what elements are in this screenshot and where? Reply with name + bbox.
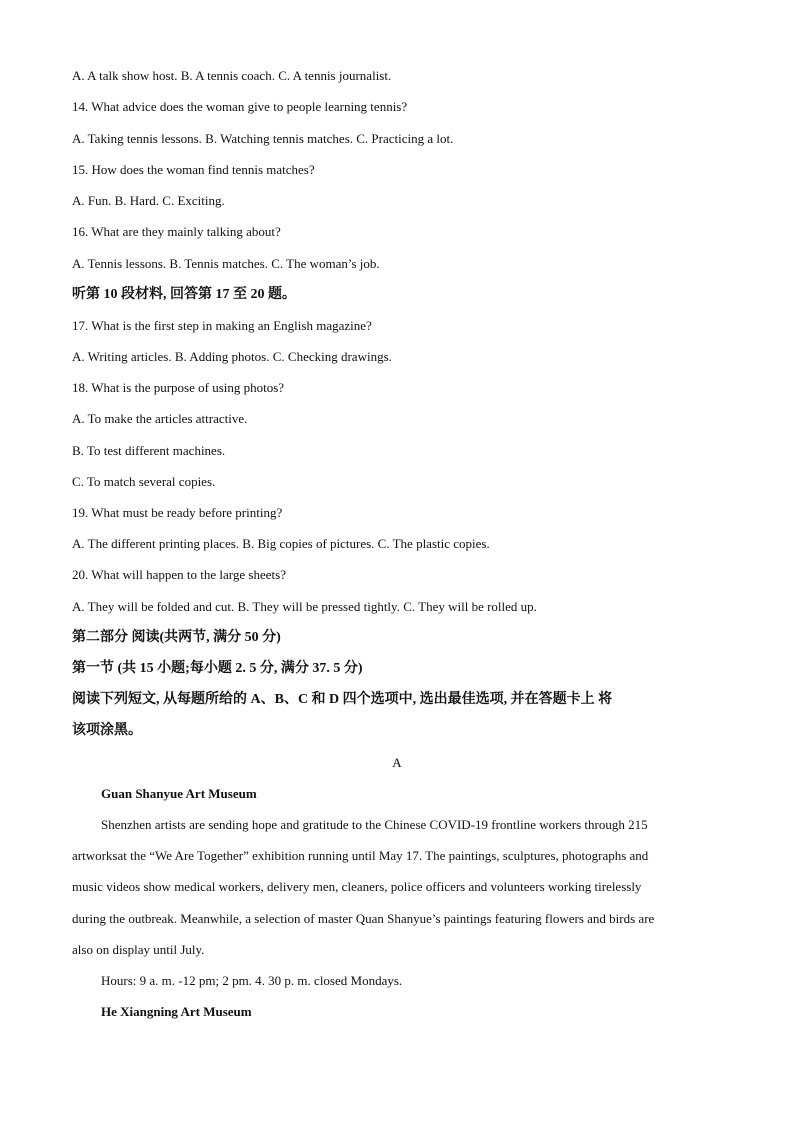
- question-18: 18. What is the purpose of using photos?: [72, 380, 285, 395]
- question-15: 15. How does the woman find tennis matches?: [72, 162, 315, 177]
- q18-option-c: C. To match several copies.: [72, 474, 216, 489]
- instructions-line-2: 该项涂黑。: [72, 723, 142, 738]
- q18-option-b: B. To test different machines.: [72, 443, 226, 458]
- q13-options: A. A talk show host. B. A tennis coach. C. A tennis journalist.: [72, 68, 392, 83]
- paragraph-1-line-3: music videos show medical workers, delivery men, cleaners, police officers and volunteers working tirelessly: [72, 879, 642, 894]
- paragraph-1-line-1: Shenzhen artists are sending hope and gratitude to the Chinese COVID-19 frontline workers through 215: [101, 817, 648, 832]
- question-17: 17. What is the first step in making an English magazine?: [72, 318, 372, 333]
- paragraph-1-line-2: artworksat the “We Are Together” exhibition running until May 17. The paintings, sculptures, photographs and: [72, 848, 649, 863]
- question-14: 14. What advice does the woman give to people learning tennis?: [72, 99, 408, 114]
- question-20: 20. What will happen to the large sheets?: [72, 567, 286, 582]
- q18-option-a: A. To make the articles attractive.: [72, 411, 248, 426]
- museum-1-title: Guan Shanyue Art Museum: [101, 786, 257, 801]
- instructions-line-1: 阅读下列短文, 从每题所给的 A、B、C 和 D 四个选项中, 选出最佳选项, 并在答题卡上 将: [72, 692, 613, 707]
- question-19: 19. What must be ready before printing?: [72, 505, 283, 520]
- q17-options: A. Writing articles. B. Adding photos. C. Checking drawings.: [72, 349, 392, 364]
- q16-options: A. Tennis lessons. B. Tennis matches. C. The woman’s job.: [72, 256, 380, 271]
- question-16: 16. What are they mainly talking about?: [72, 224, 281, 239]
- q20-options: A. They will be folded and cut. B. They will be pressed tightly. C. They will be rolled up.: [72, 599, 537, 614]
- paragraph-1-line-5: also on display until July.: [72, 942, 205, 957]
- passage-letter: A: [392, 755, 402, 770]
- museum-2-title: He Xiangning Art Museum: [101, 1004, 252, 1019]
- q19-options: A. The different printing places. B. Big copies of pictures. C. The plastic copies.: [72, 536, 490, 551]
- q15-options: A. Fun. B. Hard. C. Exciting.: [72, 193, 225, 208]
- part-2-heading: 第二部分 阅读(共两节, 满分 50 分): [72, 630, 281, 645]
- paragraph-1-line-4: during the outbreak. Meanwhile, a selection of master Quan Shanyue’s paintings featuring flowers and birds are: [72, 911, 655, 926]
- q14-options: A. Taking tennis lessons. B. Watching tennis matches. C. Practicing a lot.: [72, 131, 454, 146]
- section-10-heading: 听第 10 段材料, 回答第 17 至 20 题。: [72, 287, 296, 302]
- hours-line: Hours: 9 a. m. -12 pm; 2 pm. 4. 30 p. m. closed Mondays.: [101, 973, 403, 988]
- section-1-heading: 第一节 (共 15 小题;每小题 2. 5 分, 满分 37. 5 分): [72, 661, 363, 676]
